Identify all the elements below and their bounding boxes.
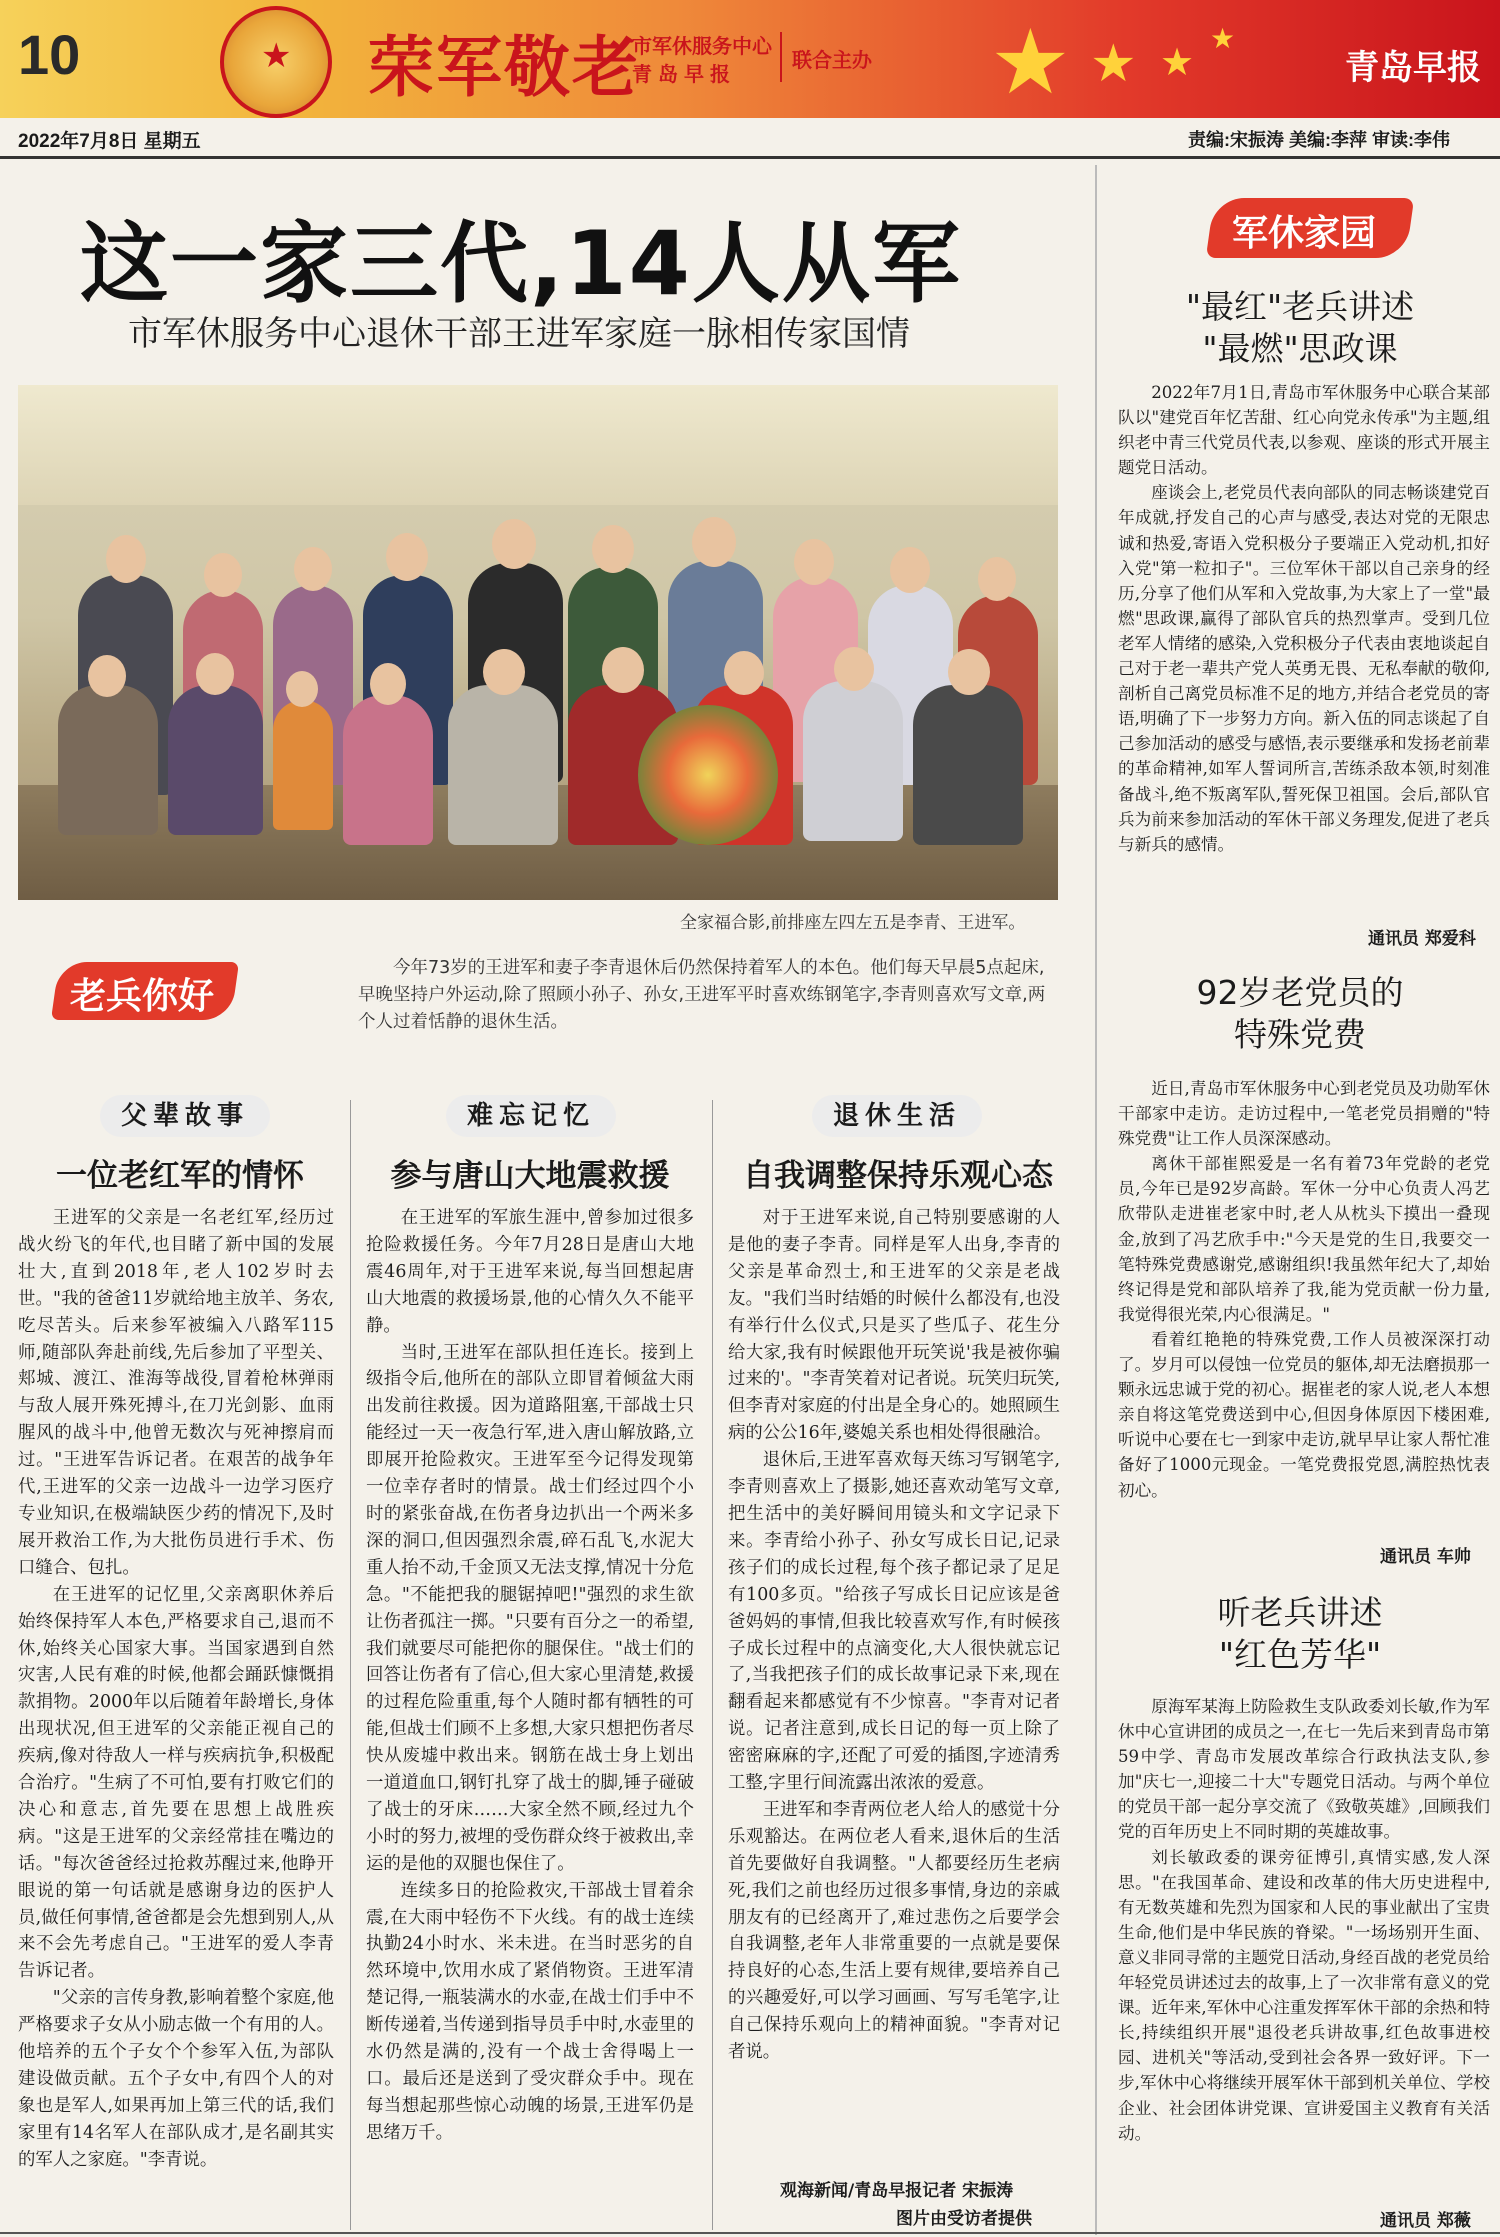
section-header-banner [0,0,1500,118]
paragraph: 座谈会上,老党员代表向部队的同志畅谈建党百年成就,抒发自己的心声与感受,表达对党的无限忠诚和热爱,寄语入党积极分子要端正入党动机,扣好入党"第一粒扣子"。三位军休干部以自己亲身的经历,分享了他们从军和入党故事,为大家上了一堂"最燃"思政课,赢得了部队官兵的热烈掌声。受到几位老军人情绪的感染,入党积极分子代表由衷地谈起自己对于老一辈共产党人英勇无畏、无私奉献的敬仰,剖析自己离党员标准不足的地方,并结合老党员的寄语,明确了下一步努力方向。新入伍的同志谈起了自己参加活动的感受与感悟,表示要继承和发扬老前辈的革命精神,如军人誓词所言,苦练杀敌本领,时刻准备战斗,绝不叛离军队,誓死保卫祖国。会后,部队官兵为前来参加活动的军休干部义务理发,促进了老兵与新兵的感情。 [1118,483,1490,854]
organizer-name: 市军休服务中心 [632,36,772,58]
sidebar-story-body [1118,1694,1490,2204]
paragraph: 在王进军的记忆里,父亲离职休养后始终保持军人本色,严格要求自己,退而不休,始终关心国家大事。当国家遇到自然灾害,人民有难的时候,他都会踊跃慷慨捐款捐物。2000年以后随着年龄增长,身体出现状况,但王进军的父亲能正视自己的疾病,像对待敌人一样与疾病抗争,积极配合治疗。"生病了不可怕,要有打败它们的决心和意志,首先要在思想上战胜疾病。"这是王进军的父亲经常挂在嘴边的话。"每次爸爸经过抢救苏醒过来,他睁开眼说的第一句话就是感谢身边的医护人员,做任何事情,爸爸都是会先想到别人,从来不会先考虑自己。"王进军的爱人李青告诉记者。 [18,1584,334,1982]
column-headline: 一位老红军的情怀 [56,1158,304,1194]
correspondent-byline: 通讯员 车帅 [1380,1547,1471,1567]
sidebar-story-body [1118,380,1490,950]
story-intro: 今年73岁的王进军和妻子李青退休后仍然保持着军人的本色。他们每天早晨5点起床,早晚坚持户外运动,除了照顾小孙子、孙女,王进军平时喜欢练钢笔字,李青则喜欢写文章,两个人过着恬静的退休生活。 [358,958,1046,1033]
header-divider [780,32,782,82]
paragraph: 王进军的父亲是一名老红军,经历过战火纷飞的年代,也目睹了新中国的发展壮大,直到2018年,老人102岁时去世。"我的爸爸11岁就给地主放羊、务农,吃尽苦头。后来参军被编入八路军115师,随部队奔赴前线,先后参加了平型关、郏城、渡江、淮海等战役,冒着枪林弹雨与敌人展开殊死搏斗,在刀光剑影、血雨腥风的战斗中,他曾无数次与死神擦肩而过。"王进军告诉记者。在艰苦的战争年代,王进军的父亲一边战斗一边学习医疗专业知识,在极端缺医少药的情况下,及时展开救治工作,为大批伤员进行手术、伤口缝合、包扎。 [18,1208,334,1578]
co-host-label: 联合主办 [792,50,872,72]
column-badge-label: 老兵你好 [70,976,215,1017]
photo-credit: 图片由受访者提供 [896,2209,1032,2229]
column-tag: 难忘记忆 [446,1095,616,1137]
paragraph: 退休后,王进军喜欢每天练习写钢笔字,李青则喜欢上了摄影,她还喜欢动笔写文章,把生活中的美好瞬间用镜头和文字记录下来。李青给小孙子、孙女写成长日记,记录孩子们的成长过程,每个孩子都记录了足足有100多页。"给孩子写成长日记应该是爸爸妈妈的事情,但我比较喜欢写作,有时候孩子成长过程中的点滴变化,大人很快就忘记了,当我把孩子们的成长故事记录下来,现在翻看起来都感觉有不少惊喜。"李青对记者说。记者注意到,成长日记的每一页上除了密密麻麻的字,还配了可爱的插图,字迹清秀工整,字里行间流露出浓浓的爱意。 [728,1450,1060,1794]
sidebar-story-body [1118,1076,1490,1566]
issue-date: 2022年7月8日 星期五 [18,131,201,152]
star-icon: ★ [1090,34,1137,94]
star-icon: ★ [1210,22,1236,55]
paragraph: 看着红艳艳的特殊党费,工作人员被深深打动了。岁月可以侵蚀一位党员的躯体,却无法磨损那一颗永远忠诚于党的初心。据崔老的家人说,老人本想亲自将这笔党费送到中心,但因身体原因下楼困难,听说中心要在七一到家中走访,就早早让家人帮忙准备好了1000元现金。一笔党费报党恩,满腔热忱表初心。 [1118,1329,1490,1500]
flower-bouquet [638,705,778,845]
paragraph: "父亲的言传身教,影响着整个家庭,他严格要求子女从小励志做一个有用的人。他培养的五个子女个个参军入伍,为部队建设做贡献。五个子女中,有四个人的对象也是军人,如果再加上第三代的话,我们家里有14名军人在部队成才,是名副其实的军人之家庭。"李青说。 [18,1988,334,2170]
paragraph: 王进军和李青两位老人给人的感觉十分乐观豁达。在两位老人看来,退休后的生活首先要做好自我调整。"人都要经历生老病死,我们之前也经历过很多事情,身边的亲戚朋友有的已经离开了,难过悲伤之后要学会自我调整,老年人非常重要的一点就是要保持良好的心态,生活上要有规律,要培养自己的兴趣爱好,可以学习画画、写写毛笔字,让自己保持乐观向上的精神面貌。"李青对记者说。 [728,1799,1060,2063]
paragraph: 对于王进军来说,自己特别要感谢的人是他的妻子李青。同样是军人出身,李青的父亲是革命烈士,和王进军的父亲是老战友。"我们当时结婚的时候什么都没有,也没有举行什么仪式,只是买了些瓜子、花生分给大家,我有时候跟他开玩笑说'我是被你骗过来的'。"李青笑着对记者说。玩笑归玩笑,但李青对家庭的付出是全身心的。她照顾生病的公公16年,婆媳关系也相处得很融洽。 [728,1208,1060,1444]
sidebar-headline: "最红"老兵讲述 "最燃"思政课 [1185,287,1415,368]
paragraph: 连续多日的抢险救灾,干部战士冒着余震,在大雨中轻伤不下火线。有的战士连续执勤24小时水、米未进。在当时恶劣的自然环境中,饮用水成了紧俏物资。王进军清楚记得,一瓶装满水的水壶,在战士们手中不断传递着,当传递到指导员手中时,水壶里的水仍然是满的,没有一个战士舍得喝上一口。最后还是送到了受灾群众手中。现在每当想起那些惊心动魄的场景,王进军仍是思绪万千。 [366,1880,694,2143]
paragraph: 当时,王进军在部队担任连长。接到上级指令后,他所在的部队立即冒着倾盆大雨出发前往救援。因为道路阻塞,干部战士只能经过一天一夜急行军,进入唐山解放路,立即展开抢险救灾。王进军至今记得发现第一位幸存者时的情景。战士们经过四个小时的紧张奋战,在伤者身边扒出一个两米多深的洞口,但因强烈余震,碎石乱飞,水泥大重人抬不动,千金顶又无法支撑,情况十分危急。"不能把我的腿锯掉吧!"强烈的求生欲让伤者孤注一掷。"只要有百分之一的希望,我们就要尽可能把你的腿保住。"战士们的回答让伤者有了信心,但大家心里清楚,救援的过程危险重重,每个人随时都有牺牲的可能,但战士们顾不上多想,大家只想把伤者尽快从废墟中救出来。钢筋在战士身上划出一道道血口,钢钉扎穿了战士的脚,锤子碰破了战士的牙床……大家全然不顾,经过九个小时的努力,被埋的受伤群众终于被救出,幸运的是他的双腿也保住了。 [366,1342,694,1874]
photo-caption: 全家福合影,前排座左四左五是李青、王进军。 [680,913,1026,933]
sidebar-headline: 听老兵讲述 "红色芳华" [1217,1593,1383,1674]
correspondent-byline: 通讯员 郑爱科 [1368,929,1476,949]
family-photo [18,385,1058,900]
main-headline: 这一家三代,14人从军 [80,212,962,315]
header-rule [0,156,1500,159]
paragraph: 原海军某海上防险救生支队政委刘长敏,作为军休中心宣讲团的成员之一,在七一先后来到青岛市第59中学、青岛市发展改革综合行政执法支队,参加"庆七一,迎接二十大"专题党日活动。与两个单位的党员干部一起分享交流了《致敬英雄》,回顾我们党的百年历史上不同时期的英雄故事。 [1118,1697,1490,1842]
correspondent-byline: 通讯员 郑薇 [1380,2211,1471,2231]
column-headline: 参与唐山大地震救援 [390,1158,670,1194]
sidebar-headline: 92岁老党员的 特殊党费 [1196,973,1404,1054]
column-body [366,1205,694,2235]
sidebar-divider [1095,165,1097,2235]
star-icon: ★ [990,10,1071,115]
section-title: 荣军敬老 [368,28,640,106]
column-body [728,1205,1060,2165]
star-icon: ★ [1160,40,1195,84]
editor-credits: 责编:宋振涛 美编:李萍 审读:李伟 [1188,130,1450,150]
paragraph: 近日,青岛市军休服务中心到老党员及功勋军休干部家中走访。走访过程中,一笔老党员捐赠的"特殊党费"让工作人员深深感动。 [1118,1079,1490,1149]
paragraph: 2022年7月1日,青岛市军休服务中心联合某部队以"建党百年忆苦甜、红心向党永传承"为主题,组织老中青三代党员代表,以参观、座谈的形式开展主题党日活动。 [1118,383,1490,478]
page-bottom-rule [0,2232,1500,2234]
paragraph: 刘长敏政委的课旁征博引,真情实感,发人深思。"在我国革命、建设和改革的伟大历史进程中,有无数英雄和先烈为国家和人民的事业献出了宝贵生命,他们是中华民族的脊梁。"一场场别开生面、意义非同寻常的主题党日活动,身经百战的老党员给年轻党员讲述过去的故事,上了一次非常有意义的党课。近年来,军休中心注重发挥军休干部的余热和特长,持续组织开展"退役老兵讲故事,红色故事进校园、进机关"等活动,受到社会各界一致好评。下一步,军休中心将继续开展军休干部到机关单位、学校企业、社会团体讲党课、宣讲爱国主义教育有关活动。 [1118,1847,1490,2143]
paper-logo: 青岛早报 [1345,48,1481,88]
column-divider [350,1100,351,2230]
emblem-star-icon: ★ [261,36,292,76]
column-divider [712,1100,713,2230]
column-tag: 父辈故事 [100,1095,270,1137]
paragraph: 离休干部崔熙爱是一名有着73年党龄的老党员,今年已是92岁高龄。军休一分中心负责人冯艺欣带队走进崔老家中时,老人从枕头下摸出一叠现金,放到了冯艺欣手中:"今天是党的生日,我要交一笔特殊党费感谢党,感谢组织!我虽然年纪大了,却始终记得是党和部队培养了我,能为党贡献一份力量,我觉得很光荣,内心很满足。" [1118,1154,1490,1324]
page-number: 10 [18,23,81,86]
paragraph: 在王进军的军旅生涯中,曾参加过很多抢险救援任务。今年7月28日是唐山大地震46周年,对于王进军来说,每当回想起唐山大地震的救援场景,他的心情久久不能平静。 [366,1208,694,1336]
newspaper-organizer: 青岛早报 [632,64,736,86]
sidebar-badge-label: 军休家园 [1232,213,1377,254]
column-headline: 自我调整保持乐观心态 [743,1158,1053,1194]
column-body [18,1205,334,2235]
reporter-byline: 观海新闻/青岛早报记者 宋振涛 [780,2181,1014,2201]
column-tag: 退休生活 [812,1095,982,1137]
main-subheadline: 市军休服务中心退休干部王进军家庭一脉相传家国情 [128,314,910,354]
